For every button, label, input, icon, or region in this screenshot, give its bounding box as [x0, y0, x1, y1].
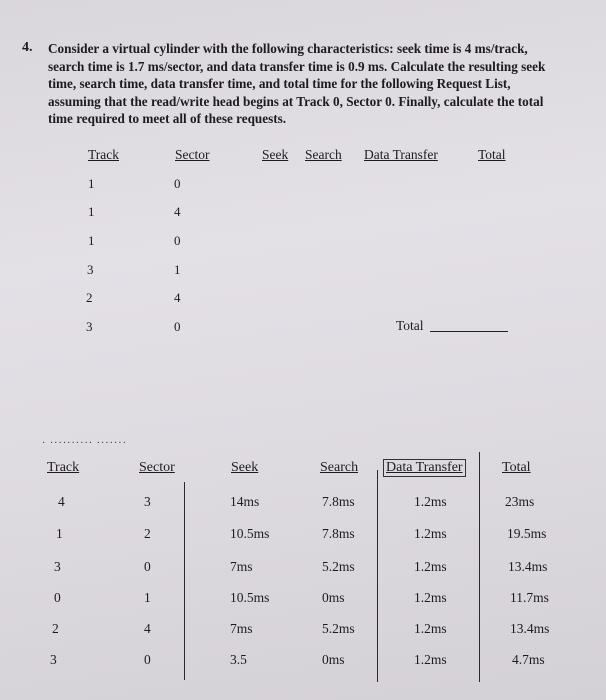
column-divider	[479, 452, 480, 682]
question-line: Consider a virtual cylinder with the following characteristics: seek time is 4 ms/track,	[48, 41, 528, 56]
question-line: time required to meet all of these requests.	[48, 111, 287, 126]
question-number: 4.	[22, 40, 33, 55]
request-sector-cell: 1	[174, 262, 181, 277]
request-track-cell: 2	[86, 290, 93, 305]
question-line: search time is 1.7 ms/sector, and data transfer time is 0.9 ms. Calculate the resulting seek	[48, 58, 546, 74]
request-header-data-transfer: Data Transfer	[364, 147, 438, 162]
answer-total-cell: 13.4ms	[510, 621, 550, 636]
handwritten-scribble: · ·········· ·······	[42, 438, 127, 449]
request-track-cell: 1	[88, 176, 95, 191]
total-blank-line	[430, 331, 508, 332]
total-label: Total	[396, 318, 424, 333]
answer-sector-cell: 0	[144, 559, 151, 574]
answer-search-cell: 7.8ms	[322, 526, 355, 541]
request-track-cell: 1	[88, 204, 95, 219]
answer-transfer-cell: 1.2ms	[414, 494, 447, 509]
answer-track-cell: 1	[56, 526, 63, 541]
answer-transfer-cell: 1.2ms	[414, 652, 447, 667]
answer-sector-cell: 3	[144, 494, 151, 509]
answer-seek-cell: 7ms	[230, 621, 253, 636]
answer-track-cell: 3	[54, 559, 61, 574]
request-track-cell: 3	[86, 319, 93, 334]
answer-transfer-cell: 1.2ms	[414, 559, 447, 574]
answer-sector-cell: 1	[144, 590, 151, 605]
answer-header-seek: Seek	[231, 460, 259, 475]
answer-track-cell: 3	[50, 652, 57, 667]
request-track-cell: 1	[88, 233, 95, 248]
answer-total-cell: 11.7ms	[510, 590, 549, 605]
answer-track-cell: 2	[52, 621, 59, 636]
answer-sector-cell: 2	[144, 526, 151, 541]
answer-search-cell: 0ms	[322, 652, 345, 667]
request-sector-cell: 0	[174, 176, 181, 191]
request-sector-cell: 0	[174, 233, 181, 248]
answer-total-cell: 19.5ms	[507, 526, 547, 541]
answer-total-cell: 13.4ms	[508, 559, 548, 574]
request-header-track: Track	[88, 147, 120, 162]
answer-transfer-cell: 1.2ms	[414, 590, 447, 605]
answer-header-sector: Sector	[139, 460, 175, 475]
answer-track-cell: 0	[54, 590, 61, 605]
answer-total-cell: 23ms	[505, 494, 535, 509]
answer-header-total: Total	[502, 460, 531, 475]
question-line: time, search time, data transfer time, and total time for the following Request List,	[48, 76, 511, 91]
request-header-seek: Seek	[262, 147, 289, 162]
answer-search-cell: 5.2ms	[322, 621, 355, 636]
request-header-total: Total	[478, 147, 506, 162]
answer-transfer-cell: 1.2ms	[414, 621, 447, 636]
answer-seek-cell: 7ms	[230, 559, 253, 574]
answer-search-cell: 7.8ms	[322, 494, 355, 509]
question-text	[48, 40, 568, 128]
answer-seek-cell: 3.5	[230, 652, 247, 667]
answer-sector-cell: 0	[144, 652, 151, 667]
answer-track-cell: 4	[58, 494, 65, 509]
answer-seek-cell: 10.5ms	[230, 526, 270, 541]
request-sector-cell: 4	[174, 204, 181, 219]
request-sector-cell: 0	[174, 319, 181, 334]
answer-seek-cell: 10.5ms	[230, 590, 270, 605]
column-divider	[184, 482, 185, 680]
answer-seek-cell: 14ms	[230, 494, 260, 509]
answer-total-cell: 4.7ms	[512, 652, 545, 667]
column-divider	[377, 470, 378, 682]
request-sector-cell: 4	[174, 290, 181, 305]
answer-transfer-cell: 1.2ms	[414, 526, 447, 541]
answer-header-data-transfer: Data Transfer	[383, 459, 466, 477]
request-header-search: Search	[305, 147, 342, 162]
request-header-sector: Sector	[175, 147, 210, 162]
answer-search-cell: 5.2ms	[322, 559, 355, 574]
answer-header-search: Search	[320, 460, 359, 475]
request-track-cell: 3	[87, 262, 94, 277]
question-line: assuming that the read/write head begins at Track 0, Sector 0. Finally, calculate the total	[48, 93, 544, 109]
answer-sector-cell: 4	[144, 621, 151, 636]
answer-search-cell: 0ms	[322, 590, 345, 605]
answer-header-track: Track	[47, 460, 80, 475]
